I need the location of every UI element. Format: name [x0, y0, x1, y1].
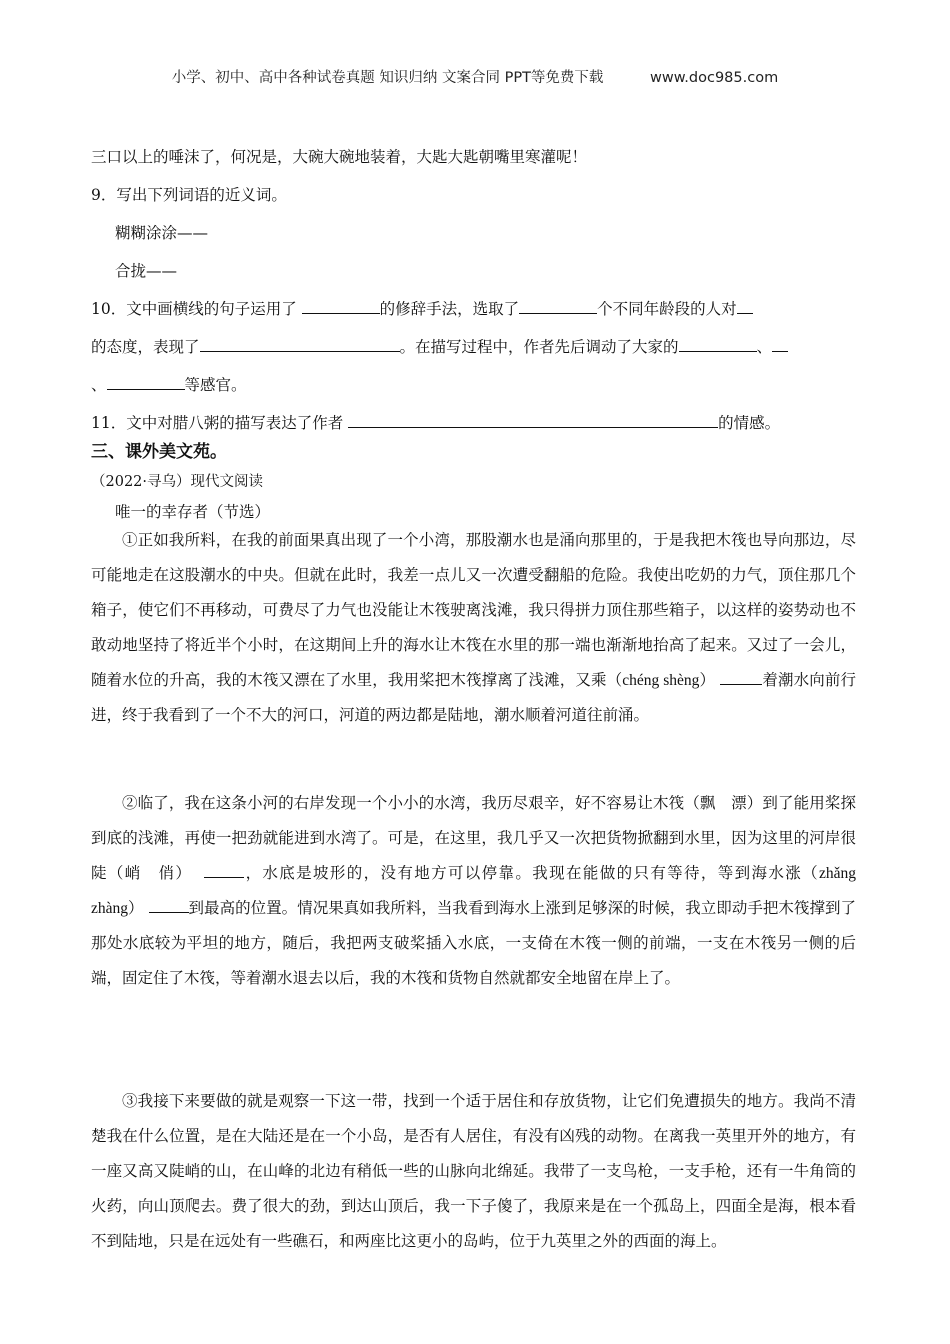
question-9-item-1: 糊糊涂涂——	[115, 224, 209, 242]
answer-blank[interactable]	[348, 413, 718, 428]
pinyin-options: chéng shèng	[622, 672, 700, 689]
question-9-title: 9．写出下列词语的近义词。	[91, 186, 287, 204]
para-text: ，水底是坡形的，没有地方可以停靠。我现在能做的只有等待，等到海水涨（	[244, 864, 819, 882]
answer-blank[interactable]	[772, 337, 788, 352]
q10-text: 个不同年龄段的人对	[597, 300, 737, 318]
para-text: ①正如我所料，在我的前面果真出现了一个小湾，那股潮水也是涌向那里的，于是我把木筏也导向那边，尽可能地走在这股潮水的中央。但就在此时，我差一点儿又一次遭受翻船的危险。我使出吃奶的力气，顶住那几个箱子，使它们不再移动，可费尽了力气也没能让木筏驶离浅滩，我只得拼力顶住那些箱子，以这样的姿势动也不敢动地坚持了将近半个小时，在这期间上升的海水让木筏在水里的那一端也渐渐地抬高了起来。又过了一会儿，随着水位的升高，我的木筏又漂在了水里，我用桨把木筏撑离了浅滩，又乘（	[91, 531, 856, 689]
passage-title: 唯一的幸存者（节选）	[115, 503, 271, 521]
paragraph-2	[91, 786, 856, 996]
para-text: 到最高的位置。情况果真如我所料，当我看到海水上涨到足够深的时候，我立即动手把木筏撑到了那处水底较为平坦的地方，随后，我把两支破桨插入水底，一支倚在木筏一侧的前端，一支在木筏另一侧的后端，固定住了木筏，等着潮水退去以后，我的木筏和货物自然就都安全地留在岸上了。	[91, 899, 856, 987]
q11-text: 的情感。	[718, 414, 781, 432]
question-11	[91, 411, 780, 433]
answer-blank[interactable]	[519, 299, 597, 314]
answer-blank[interactable]	[679, 337, 757, 352]
question-9-item-2: 合拢——	[115, 262, 178, 280]
pinyin-options: zhǎng zhàng	[91, 865, 856, 917]
q10-text: 的态度，表现了	[91, 338, 200, 356]
q10-text: 、	[91, 376, 107, 394]
q10-text: 的修辞手法，选取了	[379, 300, 520, 318]
page-header	[0, 66, 950, 87]
q10-text: 、	[756, 338, 773, 356]
question-10-line-3	[91, 373, 247, 395]
answer-blank[interactable]	[200, 337, 400, 352]
para-text: ）	[699, 671, 721, 689]
question-10-line-2	[91, 335, 788, 357]
text-line: 三口以上的唾沫了，何况是，大碗大碗地装着，大匙大匙朝嘴里寒灌呢！	[91, 148, 588, 166]
question-10-line-1	[91, 297, 753, 319]
header-text: 小学、初中、高中各种试卷真题 知识归纳 文案合同 PPT等免费下载	[171, 70, 604, 86]
answer-blank[interactable]	[149, 898, 189, 913]
answer-blank[interactable]	[204, 863, 244, 878]
para-text: ）	[128, 899, 149, 917]
para-text: ②临了，我在这条小河的右岸发现一个小小的水湾，我历尽艰辛，好不容易让木筏（飘 漂）到了能用桨探到底的浅滩，再使一把劲就能进到水湾了。可是，在这里，我几乎又一次把货物掀翻到水里，因为这里的河岸很陡（峭 俏）	[91, 794, 856, 882]
passage-source: （2022·寻乌）现代文阅读	[91, 474, 264, 490]
answer-blank[interactable]	[107, 375, 185, 390]
answer-blank[interactable]	[720, 670, 762, 685]
paragraph-1	[91, 523, 856, 733]
q11-text: 11．文中对腊八粥的描写表达了作者	[91, 414, 349, 432]
section-3-title: 三、课外美文苑。	[91, 442, 227, 462]
header-site-link[interactable]: www.doc985.com	[650, 70, 779, 86]
answer-blank[interactable]	[737, 299, 753, 314]
paragraph-3: ③我接下来要做的就是观察一下这一带，找到一个适于居住和存放货物，让它们免遭损失的地方。我尚不清楚我在什么位置，是在大陆还是在一个小岛，是否有人居住，有没有凶残的动物。在离我一英里开外的地方，有一座又高又陡峭的山，在山峰的北边有稍低一些的山脉向北绵延。我带了一支鸟枪，一支手枪，还有一牛角筒的火药，向山顶爬去。费了很大的劲，到达山顶后，我一下子傻了，我原来是在一个孤岛上，四面全是海，根本看不到陆地，只是在远处有一些礁石，和两座比这更小的岛屿，位于九英里之外的西面的海上。	[91, 1092, 856, 1250]
q10-text: 10．文中画横线的句子运用了	[91, 300, 302, 318]
q10-text: 等感官。	[184, 376, 247, 394]
answer-blank[interactable]	[302, 299, 380, 314]
q10-text: 。在描写过程中，作者先后调动了大家的	[399, 338, 679, 356]
para-text: 着潮水向前行进，终于我看到了一个不大的河口，河道的两边都是陆地，潮水顺着河道往前涌。	[91, 671, 856, 724]
